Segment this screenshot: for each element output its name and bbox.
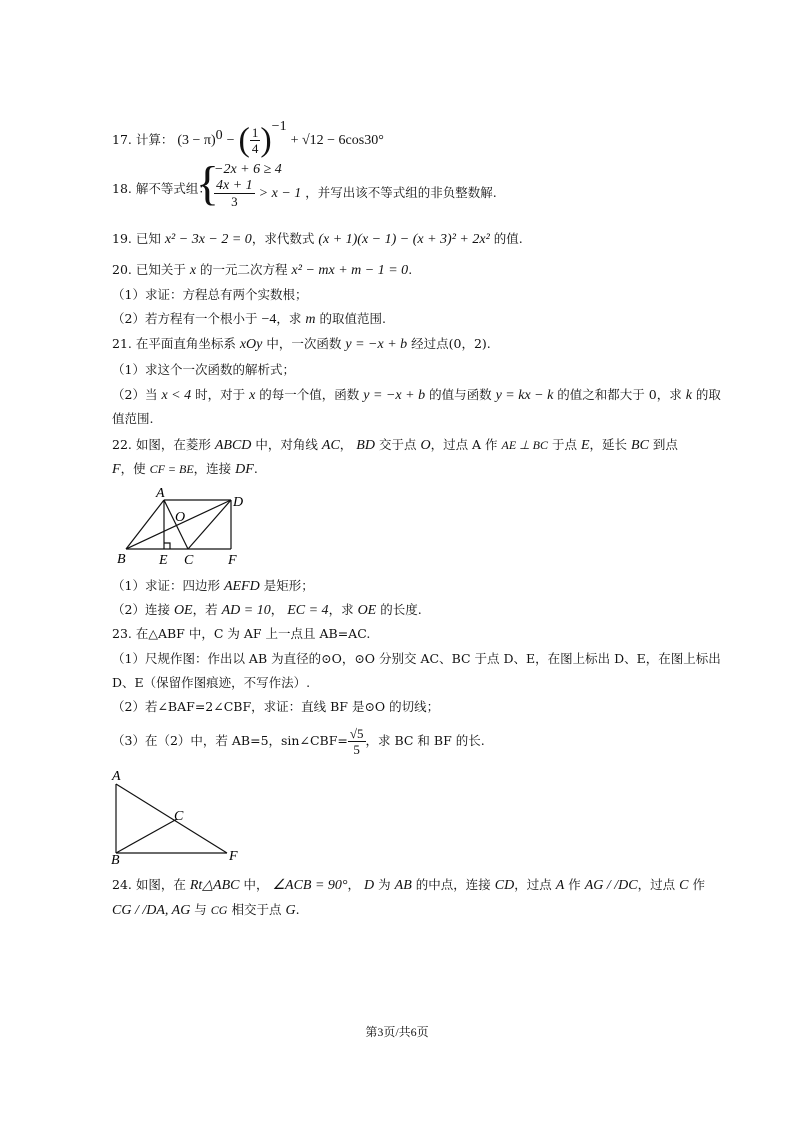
q23-fig-f: F [229,849,238,864]
q21-p2a: （2）当 [112,387,158,402]
q20-eq: x² − mx + m − 1 = 0 [291,263,409,278]
q23-p3 [112,726,485,757]
q23-fig-c: C [174,809,184,824]
q17-num: 1 [251,125,259,140]
q22-oe: OE [173,603,193,618]
q17-minus: − [226,133,235,148]
q20-p2m: m [305,312,316,327]
q18-ineq2 [214,178,497,209]
q21-p2 [112,386,721,405]
q17-exp0: 0 [215,127,223,143]
q22-ac: AC [321,438,340,453]
q19-mid: ，求代数式 [251,231,315,246]
q20-p2v: −4 [261,312,277,327]
q18-line [112,180,211,198]
q20-mid: 的一元二次方程 [200,262,288,277]
q24-l1b: 中， [243,877,269,892]
q18-ineq2-rest: > x − 1 [258,186,302,201]
q22-l1g: ，延长 [589,437,628,452]
q23-p3b: ，求 BC 和 BF 的长. [365,733,485,748]
q17-den: 4 [251,141,259,156]
q23-figure [108,766,248,868]
q19-tail: 的值. [493,231,523,246]
q17-expr-a: (3 − π) [177,133,216,148]
q24-d: D [364,878,375,893]
q18-fraction [214,178,255,209]
q22-l1b: 中，对角线 [255,437,318,452]
q22-fig-d: D [233,495,244,510]
q22-aefd: AEFD [223,579,260,594]
q23-fig-b: B [111,853,120,868]
q17-fraction [250,125,261,156]
q22-bc: BC [631,438,649,453]
q22-ae: AE ⊥ BC [501,438,548,452]
q24-ab: AB [394,878,412,893]
q20-p2a: （2）若方程有一个根小于 [112,311,258,326]
q17-tail: + √12 − 6cos30° [290,133,384,148]
q23-fraction [348,726,366,757]
q24-l2a: CG / /DA, AG [112,903,191,918]
q22-fig-c: C [184,553,194,568]
q22-l1h: 到点 [652,437,678,452]
q22-l1a: 22. 如图，在菱形 [112,437,211,452]
q22-e: E [580,438,590,453]
q22-p2e: 的长度. [380,602,422,617]
q22-p1b: 是矩形； [263,578,314,593]
q17-label: 17. 计算： [112,132,174,147]
q22-p2c: ， [270,602,284,617]
page-footer: 第3页/共6页 [365,1025,429,1039]
q18-num: 4x + 1 [216,178,253,193]
q22-l1c: ， [339,437,353,452]
q24-cd: CD [494,878,515,893]
q23-p3a: （3）在（2）中，若 AB=5，sin∠CBF= [112,733,348,748]
q20-p1: （1）求证：方程总有两个实数根； [112,287,308,302]
q24-a: A [555,878,565,893]
q19-line [112,230,523,249]
q22-abcd: ABCD [214,438,252,453]
q22-p2a: （2）连接 [112,602,170,617]
q24-l2c: 相交于点 [231,902,282,917]
q24-line1 [112,876,705,895]
q21-label: 21. 在平面直角坐标系 [112,336,236,351]
q21-sys: xOy [239,337,263,352]
q24-l1e: 的中点，连接 [415,877,491,892]
q19-eq: x² − 3x − 2 = 0 [164,232,252,247]
q21-p1: （1）求这个一次函数的解析式； [112,362,295,377]
q24-line2 [112,901,300,920]
q23-fig-a: A [112,769,121,784]
q22-l2c: . [253,461,258,476]
q22-p1a: （1）求证：四边形 [112,578,220,593]
q22-o: O [420,438,431,453]
q24-g: G [285,903,296,918]
q22-ad: AD = 10 [221,603,271,618]
q24-l1i: 作 [692,877,705,892]
q22-ec: EC = 4 [287,603,329,618]
q21-tail: 经过点(0，2). [411,336,491,351]
q22-l1d: 交于点 [378,437,417,452]
q21-p2c: 的每一个值，函数 [259,387,360,402]
q20-p2b: ，求 [276,311,302,326]
q21-kv: k [685,388,692,403]
q21-p2d: 的值与函数 [429,387,492,402]
q21-mid: 中，一次函数 [266,336,342,351]
q19-expr: (x + 1)(x − 1) − (x + 3)² + 2x² [318,232,490,247]
q21-fn2: y = kx − k [495,388,554,403]
q22-oe2: OE [357,603,377,618]
q18-tail: ，并写出该不等式组的非负整数解. [305,185,497,200]
q23-den: 5 [353,742,360,757]
q21-p2b: 时，对于 [195,387,246,402]
q24-l2b: 与 [194,902,207,917]
q18-ineq1 [214,160,282,179]
q23-num: √5 [349,726,364,741]
q22-fig-b: B [117,552,126,567]
q21-cond: x < 4 [161,388,192,403]
q22-cfbe: CF = BE [149,462,194,476]
q24-l2d: . [295,902,300,917]
q24-l1a: 24. 如图，在 [112,877,186,892]
q18-ineq1-text: −2x + 6 ≥ 4 [214,162,282,177]
q22-fig-o: O [175,510,186,525]
q21-xv: x [249,388,256,403]
q22-l1e: ，过点 A 作 [430,437,498,452]
q22-fig-f: F [228,553,237,568]
q20-end: . [408,262,413,277]
q22-f: F [112,462,121,477]
q21-p2f: 的取 [695,387,721,402]
q24-c: C [679,878,689,893]
q20-p2 [112,310,386,329]
q20-p2c: 的取值范围. [319,311,386,326]
q22-l2a: ，使 [120,461,146,476]
q22-line1 [112,436,678,455]
q22-bd: BD [356,438,375,453]
q24-l1h: ，过点 [637,877,676,892]
q20-label: 20. 已知关于 [112,262,186,277]
q22-fig-a: A [156,486,165,501]
q22-line2 [112,460,258,479]
q22-l1f: 于点 [551,437,577,452]
q17-line: 17. 计算： $(3 - \pi)^0$ − ( $\frac{1}{4}$ )$^{-1}$ + √12 − 6cos30° [112,119,384,159]
q22-figure [112,484,252,570]
q22-p2 [112,601,422,620]
q24-angle: ∠ACB = 90° [272,878,348,893]
q21-p2e: 的值之和都大于 0，求 [557,387,682,402]
q23-p1b: D、E（保留作图痕迹，不写作法）. [112,675,311,690]
q18-label: 18. 解不等式组： [112,181,211,196]
q22-p1 [112,577,314,596]
q19-label: 19. 已知 [112,231,161,246]
q21-fn: y = −x + b [345,337,408,352]
q24-rt: Rt△ABC [189,878,240,893]
q22-l2b: ，连接 [193,461,232,476]
q24-agdc: AG / /DC [584,878,638,893]
q24-l1f: ，过点 [514,877,552,892]
q24-l1c: ， [347,877,361,892]
q23-p2: （2）若∠BAF=2∠CBF，求证：直线 BF 是⊙O 的切线； [112,699,440,714]
q24-cg: CG [210,903,228,917]
q20-line [112,261,412,280]
q20-var: x [189,263,197,278]
q22-df: DF [235,462,254,477]
q21-p2-cont: 值范围. [112,411,154,426]
q22-p2b: ，若 [192,602,218,617]
q23-p1a: （1）尺规作图：作出以 AB 为直径的⊙O，⊙O 分别交 AC、BC 于点 D、E，在图上标出 D、E，在图上标出 [112,651,721,666]
q18-brace: { [196,157,220,210]
q22-p2d: ，求 [328,602,354,617]
q22-fig-e: E [159,553,168,568]
q17-expm1: −1 [271,119,287,134]
q18-den: 3 [231,194,238,209]
q21-fn1: y = −x + b [363,388,426,403]
q21-line [112,335,491,354]
q23-line1: 23. 在△ABF 中，C 为 AF 上一点且 AB=AC. [112,626,371,641]
q24-l1g: 作 [568,877,581,892]
q24-l1d: 为 [378,877,391,892]
